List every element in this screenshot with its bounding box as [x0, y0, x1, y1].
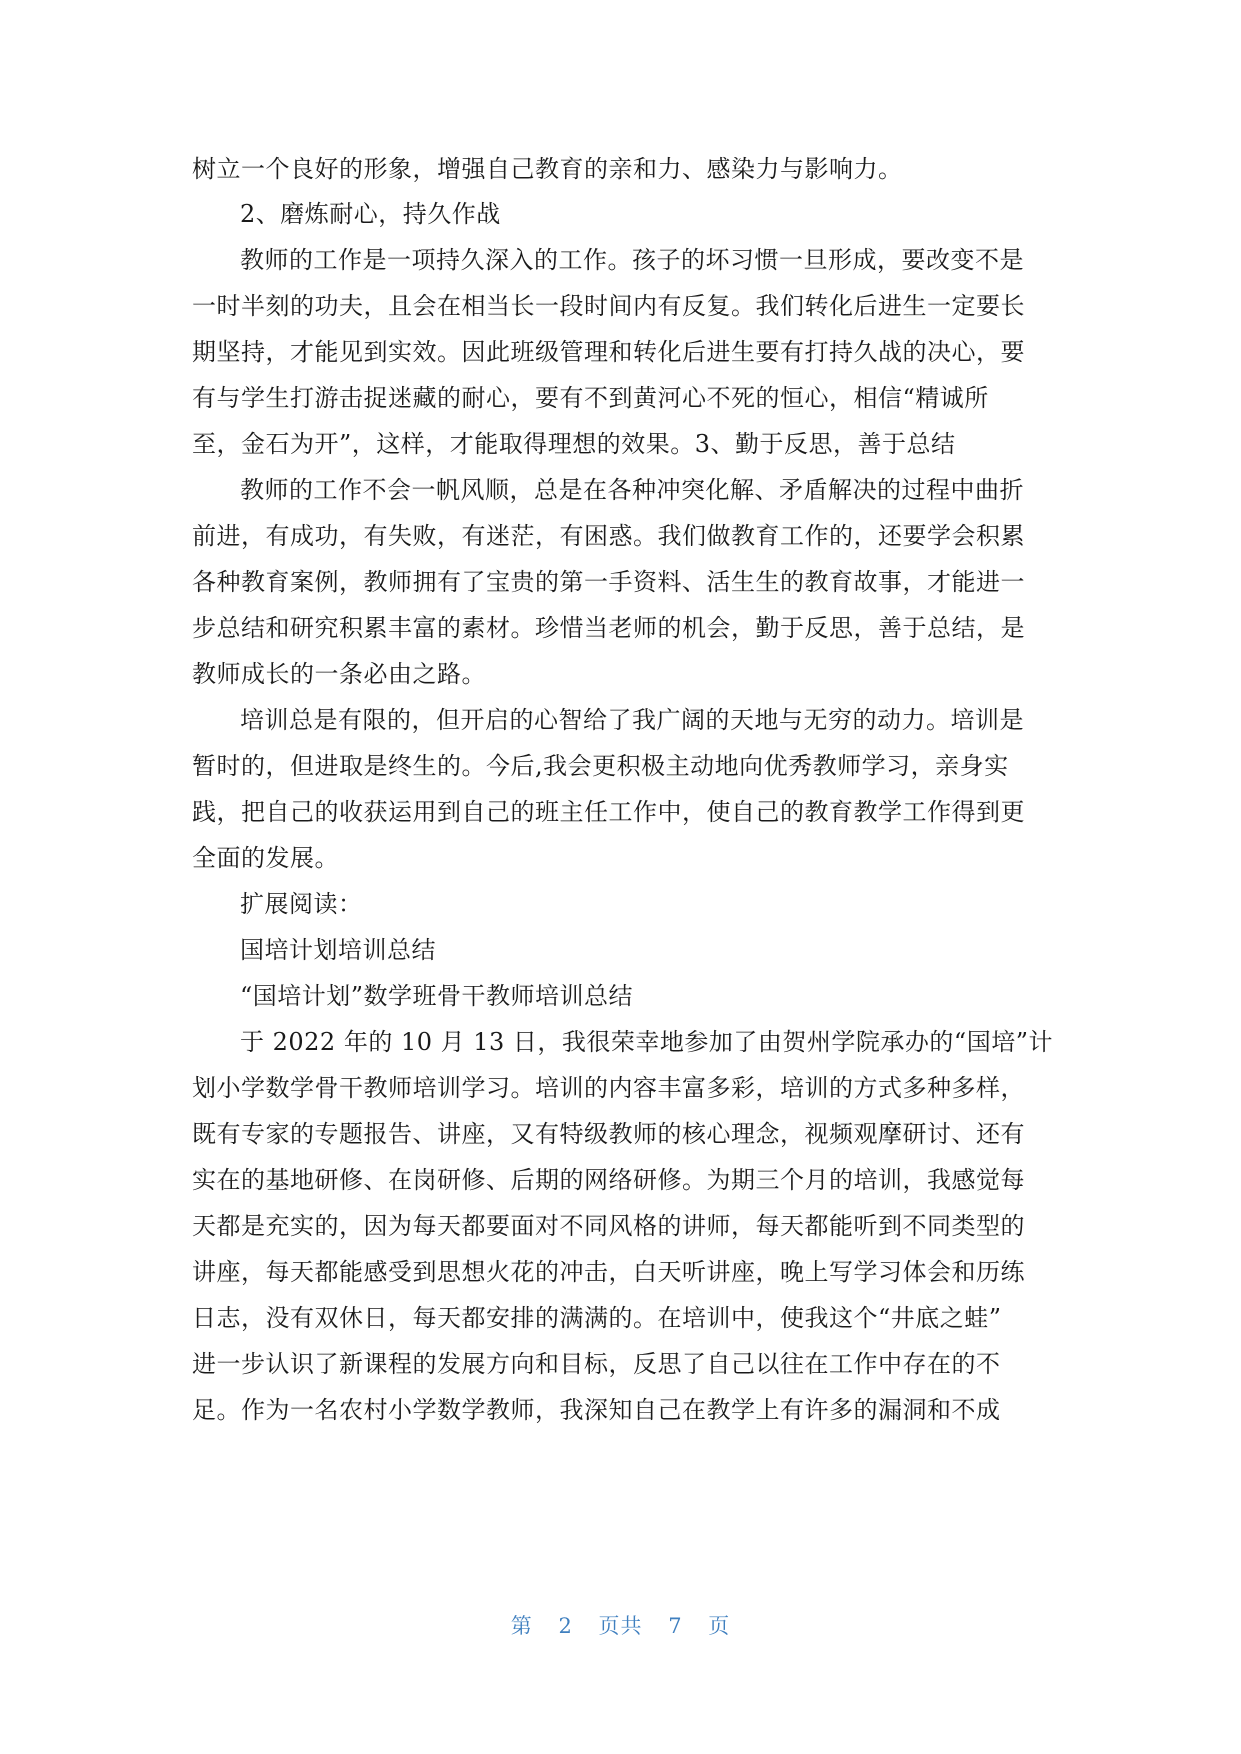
text-line: 既有专家的专题报告、讲座，又有特级教师的核心理念，视频观摩研讨、还有 — [192, 1120, 1025, 1148]
text-line: 划小学数学骨干教师培训学习。培训的内容丰富多彩，培训的方式多种多样， — [192, 1074, 1025, 1102]
footer-prefix: 第 — [510, 1614, 533, 1638]
total-pages-number: 7 — [668, 1614, 683, 1638]
text-line: 暂时的，但进取是终生的。今后,我会更积极主动地向优秀教师学习，亲身实 — [192, 752, 1009, 780]
text-line: 各种教育案例，教师拥有了宝贵的第一手资料、活生生的教育故事，才能进一 — [192, 568, 1025, 596]
text-line: 进一步认识了新课程的发展方向和目标，反思了自己以往在工作中存在的不 — [192, 1350, 1001, 1378]
section-label: 扩展阅读： — [240, 890, 363, 918]
footer-middle: 页共 — [598, 1614, 643, 1638]
text-line: 树立一个良好的形象，增强自己教育的亲和力、感染力与影响力。 — [192, 155, 903, 183]
current-page-number: 2 — [558, 1614, 573, 1638]
text-line: 教师成长的一条必由之路。 — [192, 660, 486, 688]
text-line: 天都是充实的，因为每天都要面对不同风格的讲师，每天都能听到不同类型的 — [192, 1212, 1025, 1240]
text-line: 前进，有成功，有失败，有迷茫，有困惑。我们做教育工作的，还要学会积累 — [192, 522, 1025, 550]
text-line: 全面的发展。 — [192, 844, 339, 872]
section-title: 国培计划培训总结 — [240, 936, 436, 964]
text-line: 实在的基地研修、在岗研修、后期的网络研修。为期三个月的培训，我感觉每 — [192, 1166, 1025, 1194]
text-line: 讲座，每天都能感受到思想火花的冲击，白天听讲座，晚上写学习体会和历练 — [192, 1258, 1025, 1286]
page-footer — [0, 1610, 1241, 1640]
text-line: 教师的工作是一项持久深入的工作。孩子的坏习惯一旦形成，要改变不是 — [240, 246, 1024, 274]
text-line: 日志，没有双休日，每天都安排的满满的。在培训中，使我这个“井底之蛙” — [192, 1304, 1002, 1332]
text-line: 培训总是有限的，但开启的心智给了我广阔的天地与无穷的动力。培训是 — [240, 706, 1024, 734]
text-line: 期坚持，才能见到实效。因此班级管理和转化后进生要有打持久战的决心，要 — [192, 338, 1025, 366]
text-line: 步总结和研究积累丰富的素材。珍惜当老师的机会，勤于反思，善于总结，是 — [192, 614, 1025, 642]
text-line: 足。作为一名农村小学数学教师，我深知自己在教学上有许多的漏洞和不成 — [192, 1396, 1001, 1424]
text-line: 有与学生打游击捉迷藏的耐心，要有不到黄河心不死的恒心，相信“精诚所 — [192, 384, 989, 412]
section-heading: 2、磨炼耐心，持久作战 — [240, 200, 501, 228]
footer-suffix: 页 — [708, 1614, 731, 1638]
text-line: 至，金石为开”，这样，才能取得理想的效果。3、勤于反思，善于总结 — [192, 430, 956, 458]
text-line: 践，把自己的收获运用到自己的班主任工作中，使自己的教育教学工作得到更 — [192, 798, 1025, 826]
text-line: 于 2022 年的 10 月 13 日，我很荣幸地参加了由贺州学院承办的“国培”计 — [240, 1028, 1053, 1056]
section-subtitle: “国培计划”数学班骨干教师培训总结 — [240, 982, 634, 1010]
text-line: 一时半刻的功夫，且会在相当长一段时间内有反复。我们转化后进生一定要长 — [192, 292, 1025, 320]
text-line: 教师的工作不会一帆风顺，总是在各种冲突化解、矛盾解决的过程中曲折 — [240, 476, 1024, 504]
